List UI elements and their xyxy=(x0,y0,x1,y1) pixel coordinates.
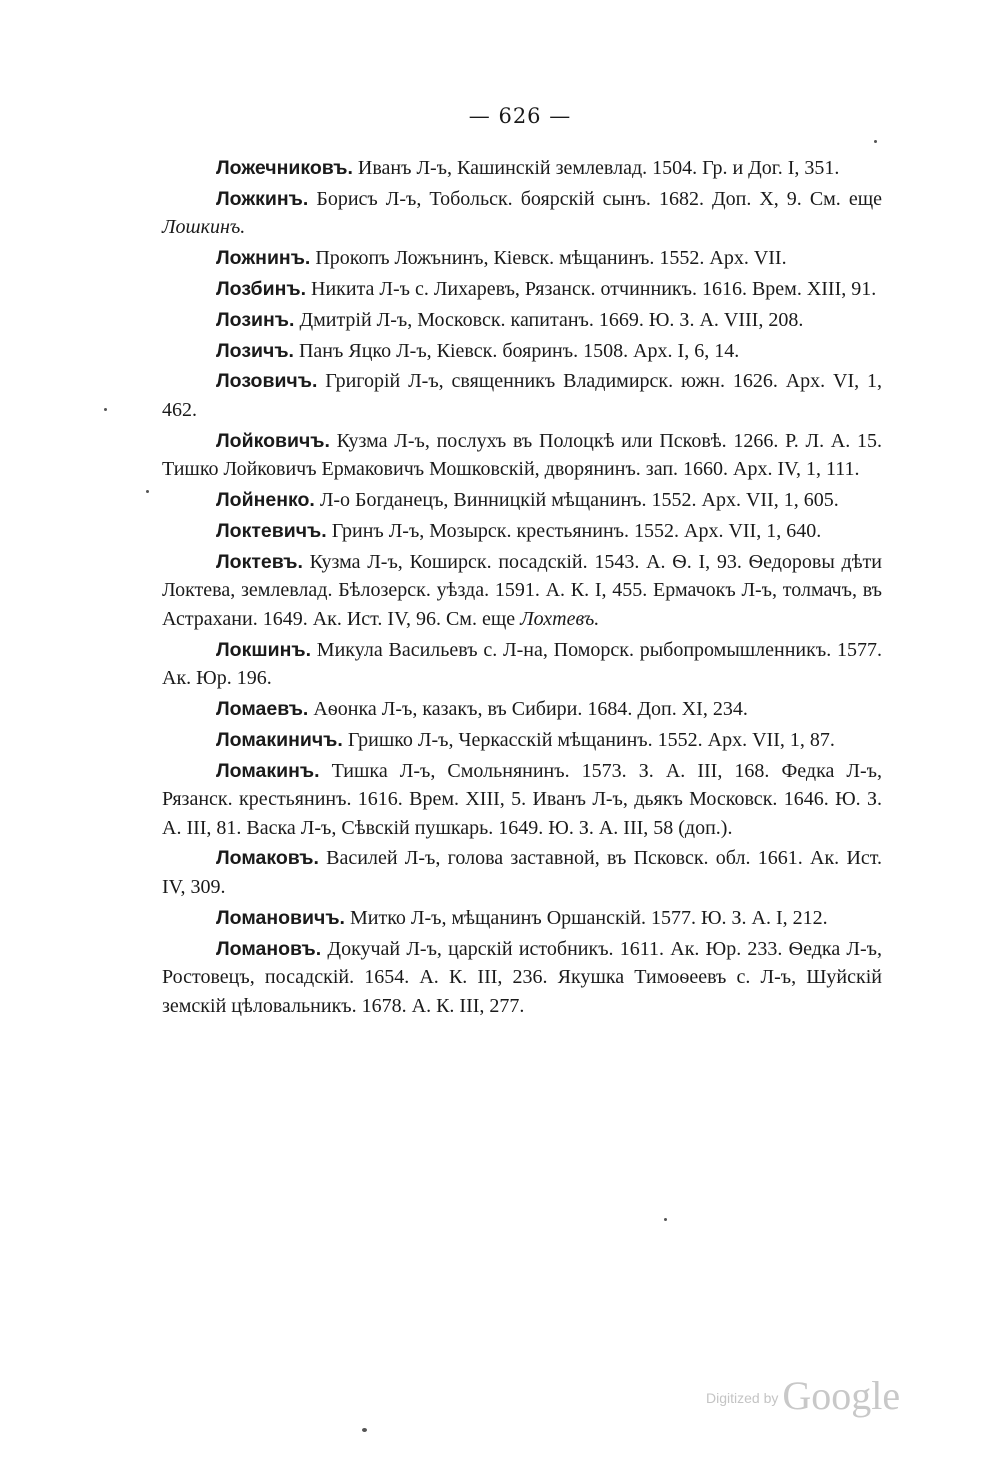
entry xyxy=(162,517,882,546)
headword: Лозичъ. xyxy=(216,339,294,362)
entry-text: Григорій Л-ъ, священникъ Владимирск. южн. 1626. Арх. VI, 1, 462. xyxy=(162,370,882,421)
headword: Ломановъ. xyxy=(216,937,322,960)
headword: Ложнинъ. xyxy=(216,247,311,270)
entry xyxy=(162,275,882,304)
entry-text: Гришко Л-ъ, Черкасскій мѣщанинъ. 1552. Арх. VII, 1, 87. xyxy=(342,728,835,751)
cross-reference: Лошкинъ. xyxy=(162,216,246,239)
headword: Лозовичъ. xyxy=(216,370,318,393)
google-logo: Google xyxy=(782,1373,901,1418)
headword: Локтевичъ. xyxy=(216,519,327,542)
entry xyxy=(162,904,882,933)
scan-speck xyxy=(664,1218,667,1221)
entry-text: Борисъ Л-ъ, Тобольск. боярскій сынъ. 1682. Доп. X, 9. См. еще xyxy=(308,187,882,210)
entry xyxy=(162,185,882,242)
entry xyxy=(162,636,882,693)
headword: Ломакиничъ. xyxy=(216,728,343,751)
digitized-by-label: Digitized by xyxy=(706,1390,779,1406)
headword: Ломановичъ. xyxy=(216,906,345,929)
page-number: — 626 — xyxy=(468,104,572,128)
entry-text: Тишка Л-ъ, Смольнянинъ. 1573. З. А. III, 168. Федка Л-ъ, Рязанск. крестьянинъ. 1616. Врем. XIII, 5. Иванъ Л-ъ, дьякъ Московск. 1646. Ю. З. А. III, 81. Васка Л-ъ, Сѣвскій пушкарь. 1649. Ю. З. А. III, 58 (доп.). xyxy=(162,759,882,839)
entry-text: Никита Л-ъ с. Лихаревъ, Рязанск. отчинникъ. 1616. Врем. XIII, 91. xyxy=(306,277,877,300)
entry xyxy=(162,306,882,335)
entry-text: Кузма Л-ъ, Коширск. посадскій. 1543. А. Ѳ. I, 93. Ѳедоровы дѣти Локтева, землевлад. Бѣлозерск. уѣзда. 1591. А. К. I, 455. Ермачокъ Л-ъ, толмачъ, въ Астрахани. 1649. Ак. Ист. IV, 96. См. еще xyxy=(162,550,882,630)
headword: Ломакинъ. xyxy=(216,759,320,782)
entry xyxy=(162,427,882,484)
entry xyxy=(162,726,882,755)
headword: Локтевъ. xyxy=(216,550,303,573)
entry xyxy=(162,486,882,515)
entry xyxy=(162,337,882,366)
dictionary-text xyxy=(162,154,882,1023)
entry xyxy=(162,367,882,424)
headword: Ломаевъ. xyxy=(216,697,309,720)
entry-text: Панъ Яцко Л-ъ, Кіевск. бояринъ. 1508. Арх. I, 6, 14. xyxy=(293,339,740,362)
headword: Локшинъ. xyxy=(216,638,312,661)
entry-text: Аѳонка Л-ъ, казакъ, въ Сибири. 1684. Доп. XI, 234. xyxy=(308,697,748,720)
cross-reference: Лохтевъ. xyxy=(520,607,600,630)
headword: Лойненко. xyxy=(216,489,315,512)
entry xyxy=(162,695,882,724)
headword: Ложкинъ. xyxy=(216,187,309,210)
entry-text: Дмитрій Л-ъ, Московск. капитанъ. 1669. Ю. З. А. VIII, 208. xyxy=(294,308,804,331)
entry xyxy=(162,844,882,901)
headword: Лозинъ. xyxy=(216,308,295,331)
entry xyxy=(162,548,882,634)
headword: Ломаковъ. xyxy=(216,847,319,870)
entry-text: Кузма Л-ъ, послухъ въ Полоцкѣ или Псковѣ. 1266. Р. Л. А. 15. Тишко Лойковичъ Ермаковичъ Мошковскій, дворянинъ. зап. 1660. Арх. IV, 1, 111. xyxy=(162,429,882,481)
headword: Лойковичъ. xyxy=(216,429,330,452)
entry-text: Прокопъ Ложънинъ, Кіевск. мѣщанинъ. 1552. Арх. VII. xyxy=(310,247,787,270)
entry-text: Гринъ Л-ъ, Мозырск. крестьянинъ. 1552. Арх. VII, 1, 640. xyxy=(326,519,822,542)
google-watermark xyxy=(706,1372,900,1419)
scan-speck xyxy=(104,408,107,411)
entry-text: Л-о Богданецъ, Винницкій мѣщанинъ. 1552. Арх. VII, 1, 605. xyxy=(314,489,839,512)
scan-speck xyxy=(874,140,877,143)
headword: Лозбинъ. xyxy=(216,277,306,300)
entry-text: Докучай Л-ъ, царскій истобникъ. 1611. Ак. Юр. 233. Ѳедка Л-ъ, Ростовецъ, посадскій. 1654. А. К. III, 236. Якушка Тимоѳеевъ с. Л-ъ, Шуйскій земскій цѣловальникъ. 1678. А. К. III, 277. xyxy=(162,937,882,1017)
entry-text: Микула Васильевъ с. Л-на, Поморск. рыбопромышленникъ. 1577. Ак. Юр. 196. xyxy=(162,638,882,690)
headword: Ложечниковъ. xyxy=(216,157,353,179)
entry xyxy=(162,244,882,273)
entry xyxy=(162,935,882,1021)
scan-speck xyxy=(362,1428,367,1432)
entry-text: Василей Л-ъ, голова заставной, въ Псковск. обл. 1661. Ак. Ист. IV, 309. xyxy=(162,847,882,899)
entry xyxy=(162,757,882,843)
entry-text: Иванъ Л-ъ, Кашинскій землевлад. 1504. Гр. и Дог. I, 351. xyxy=(352,157,840,179)
entry xyxy=(162,154,882,183)
scan-speck xyxy=(146,490,149,493)
entry-text: Митко Л-ъ, мѣщанинъ Оршанскій. 1577. Ю. З. А. I, 212. xyxy=(344,906,828,929)
